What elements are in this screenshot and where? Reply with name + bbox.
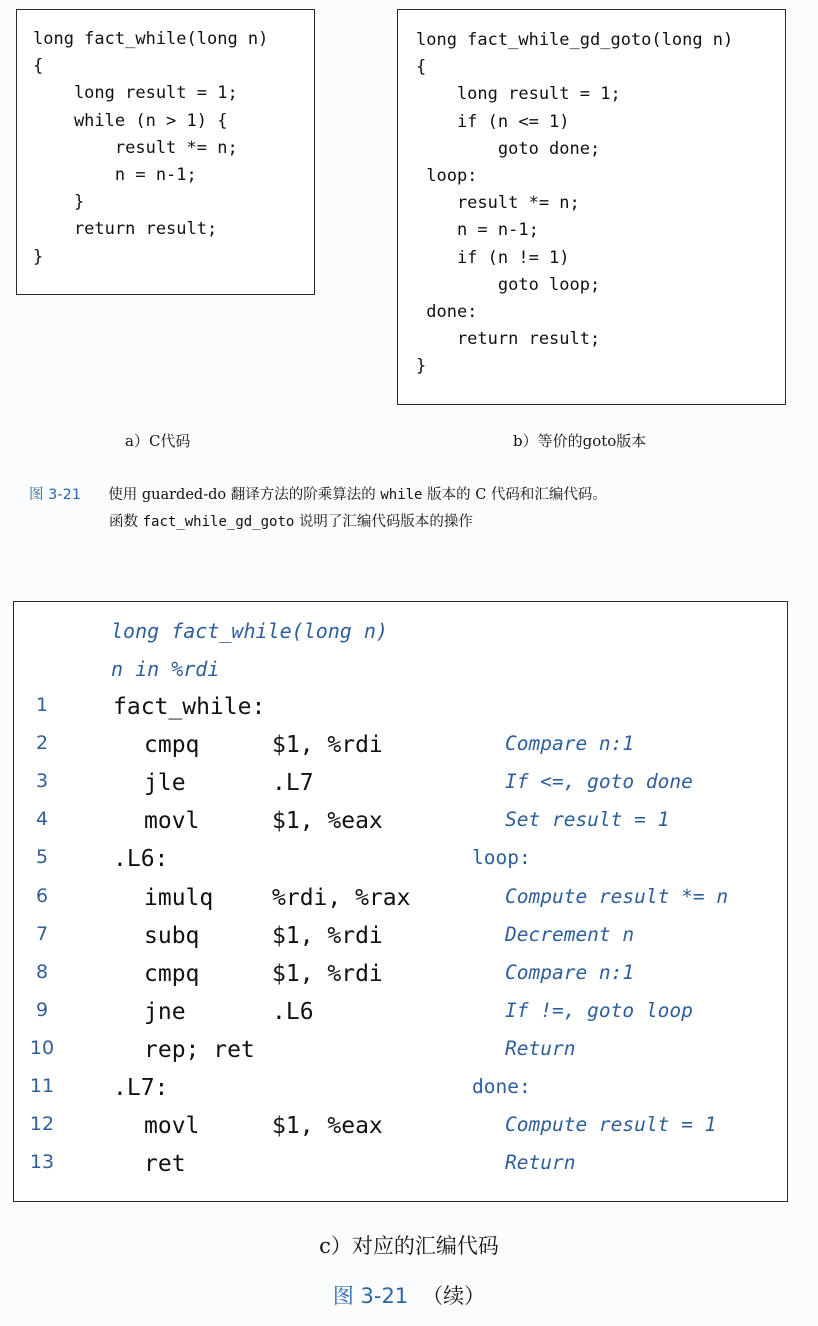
assembly-line [14, 694, 787, 732]
operands: $1, %eax [272, 1113, 383, 1140]
assembly-line [14, 999, 787, 1037]
operands: $1, %rdi [272, 922, 383, 949]
comment: Compute result *= n [505, 884, 729, 908]
assembly-line [14, 1075, 787, 1113]
operands: %rdi, %rax [272, 884, 411, 911]
comment: Compare n:1 [505, 732, 635, 756]
line-number: 2 [35, 732, 49, 755]
instruction: imulq [144, 884, 214, 911]
goto-code-block: long fact_while_gd_goto(long n) { long result = 1; if (n <= 1) goto done; loop: result *= n; n = n-1; if (n != 1) goto loop; done: return result; } [416, 30, 734, 377]
operands: .L7 [272, 770, 314, 797]
goto-code-panel [397, 9, 786, 405]
line-number: 12 [29, 1113, 55, 1136]
continued-label: （续） [422, 1284, 486, 1308]
caption-line1-text-a: 使用 guarded-do 翻译方法的阶乘算法的 [108, 487, 381, 503]
c-code-caption: a）C代码 [125, 432, 191, 450]
instruction: .L7: [113, 1075, 169, 1101]
assembly-line [14, 885, 787, 923]
assembly-caption: c）对应的汇编代码 [319, 1234, 499, 1258]
caption-line2-code: fact_while_gd_goto [142, 514, 295, 530]
assembly-header-signature: long fact_while(long n) [111, 619, 388, 643]
comment: Compute result = 1 [505, 1113, 717, 1137]
instruction: ret [144, 1151, 186, 1178]
instruction: cmpq [144, 732, 200, 759]
instruction: jle [144, 770, 186, 797]
line-number: 1 [35, 694, 49, 716]
instruction: jne [144, 998, 186, 1025]
line-number: 6 [35, 884, 49, 907]
instruction: movl [144, 808, 200, 835]
line-number: 8 [35, 960, 49, 983]
assembly-line [14, 1113, 787, 1151]
comment: If <=, goto done [505, 770, 693, 794]
comment: Return [505, 1036, 576, 1060]
assembly-line [14, 732, 787, 770]
comment: Compare n:1 [505, 960, 635, 984]
instruction: fact_while: [113, 694, 266, 720]
line-number: 5 [35, 846, 49, 869]
operands: .L6 [272, 998, 314, 1025]
assembly-line [14, 923, 787, 961]
instruction: movl [144, 1113, 200, 1140]
caption-line2-text-a: 函数 [109, 514, 143, 530]
caption-line1-code: while [380, 487, 423, 503]
assembly-line [14, 961, 787, 999]
operands: $1, %rdi [272, 732, 383, 759]
instruction: .L6: [113, 846, 169, 873]
line-number: 9 [35, 998, 49, 1021]
line-number: 4 [35, 808, 49, 831]
assembly-line [14, 1151, 787, 1189]
goto-code-caption: b）等价的goto版本 [513, 432, 647, 450]
comment: Set result = 1 [505, 808, 670, 832]
comment: If !=, goto loop [505, 998, 693, 1022]
assembly-panel [13, 601, 788, 1202]
assembly-line [14, 1037, 787, 1075]
assembly-line [14, 846, 787, 884]
c-code-panel [16, 9, 315, 295]
c-code-block: long fact_while(long n) { long result = 1; while (n > 1) { result *= n; n = n-1; } return result; } [33, 29, 269, 267]
comment: Decrement n [505, 922, 635, 946]
assembly-line [14, 770, 787, 808]
figure-continued-caption [0, 1280, 818, 1310]
line-number: 10 [29, 1036, 55, 1059]
instruction: rep; ret [144, 1036, 255, 1063]
assembly-header-register: n in %rdi [111, 657, 220, 681]
operands: $1, %eax [272, 808, 383, 835]
figure-label: 图 3-21 [29, 487, 82, 503]
caption-line2-text-b: 说明了汇编代码版本的操作 [294, 514, 473, 530]
line-number: 7 [35, 922, 49, 945]
line-number: 3 [35, 770, 49, 793]
caption-line1-text-b: 版本的 C 代码和汇编代码。 [422, 487, 607, 503]
goto-label: loop: [472, 846, 531, 870]
figure-number: 图 3-21 [332, 1284, 409, 1308]
operands: $1, %rdi [272, 960, 383, 987]
line-number: 13 [29, 1151, 55, 1174]
assembly-line [14, 808, 787, 846]
line-number: 11 [29, 1075, 55, 1097]
instruction: cmpq [144, 960, 200, 987]
instruction: subq [144, 922, 200, 949]
comment: Return [505, 1151, 576, 1175]
goto-label: done: [472, 1075, 531, 1098]
